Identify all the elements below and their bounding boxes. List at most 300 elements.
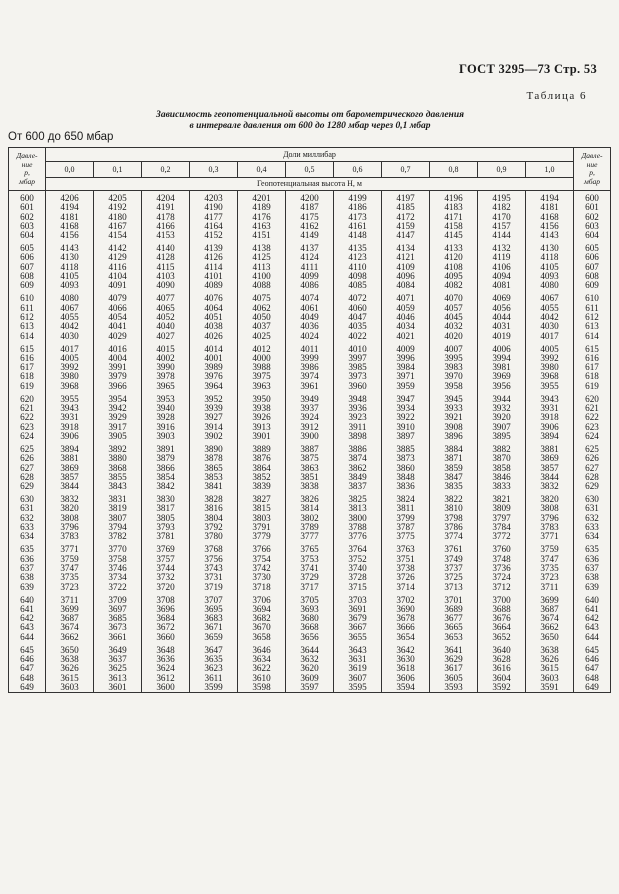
height-cell: 3595 (334, 683, 382, 693)
height-cell: 3889 (238, 445, 286, 454)
height-cell: 4175 (286, 213, 334, 222)
pressure-cell: 646 (9, 655, 46, 664)
height-cell: 4104 (94, 272, 142, 281)
height-cell: 3640 (478, 646, 526, 655)
height-cell: 4055 (46, 313, 94, 322)
height-cell: 3782 (94, 532, 142, 545)
pressure-cell-right: 618 (574, 372, 611, 381)
height-cell: 3783 (526, 523, 574, 532)
height-cell: 3670 (238, 623, 286, 632)
pressure-cell-right: 633 (574, 523, 611, 532)
height-cell: 3764 (334, 545, 382, 554)
pressure-cell-right: 639 (574, 583, 611, 596)
height-cell: 4114 (190, 263, 238, 272)
pressure-cell-right: 614 (574, 332, 611, 345)
height-cell: 4090 (142, 281, 190, 294)
height-cell: 3971 (382, 372, 430, 381)
height-cell: 4110 (334, 263, 382, 272)
height-cell: 3808 (526, 504, 574, 513)
height-cell: 4181 (526, 203, 574, 212)
height-cell: 3793 (142, 523, 190, 532)
height-cell: 3776 (334, 532, 382, 545)
pressure-cell: 613 (9, 322, 46, 331)
height-cell: 3638 (526, 646, 574, 655)
height-cell: 3821 (478, 495, 526, 504)
height-cell: 3995 (430, 354, 478, 363)
height-cell: 4007 (430, 345, 478, 354)
height-cell: 4135 (334, 244, 382, 253)
height-cell: 3791 (238, 523, 286, 532)
height-cell: 3707 (190, 596, 238, 605)
height-cell: 3880 (94, 454, 142, 463)
height-cell: 3700 (478, 596, 526, 605)
pressure-cell: 614 (9, 332, 46, 345)
height-cell: 4182 (478, 203, 526, 212)
height-cell: 3897 (382, 432, 430, 445)
height-cell: 3766 (238, 545, 286, 554)
table-header (9, 148, 611, 191)
height-cell: 3759 (526, 545, 574, 554)
height-cell: 4005 (46, 354, 94, 363)
pressure-cell: 612 (9, 313, 46, 322)
pressure-cell: 603 (9, 222, 46, 231)
height-cell: 4091 (94, 281, 142, 294)
height-cell: 3999 (286, 354, 334, 363)
height-cell: 4045 (430, 313, 478, 322)
height-cell: 3950 (238, 395, 286, 404)
height-cell: 3927 (190, 413, 238, 422)
height-cell: 4161 (334, 222, 382, 231)
height-cell: 4180 (94, 213, 142, 222)
height-cell: 4065 (142, 304, 190, 313)
height-cell: 4050 (238, 313, 286, 322)
height-cell: 4206 (46, 191, 94, 204)
height-cell: 3664 (478, 623, 526, 632)
height-cell: 4196 (430, 191, 478, 204)
height-cell: 3678 (382, 614, 430, 623)
height-cell: 3650 (526, 633, 574, 646)
height-cell: 3796 (526, 514, 574, 523)
height-cell: 4203 (190, 191, 238, 204)
pressure-cell: 640 (9, 596, 46, 605)
height-cell: 3963 (238, 382, 286, 395)
height-cell: 3718 (238, 583, 286, 596)
height-cell: 3958 (430, 382, 478, 395)
height-cell: 3891 (142, 445, 190, 454)
height-cell: 4004 (94, 354, 142, 363)
height-cell: 4143 (46, 244, 94, 253)
height-cell: 3611 (190, 674, 238, 683)
height-cell: 3881 (46, 454, 94, 463)
height-cell: 3674 (46, 623, 94, 632)
height-cell: 3944 (478, 395, 526, 404)
height-cell: 4032 (430, 322, 478, 331)
pressure-cell: 618 (9, 372, 46, 381)
height-cell: 4060 (334, 304, 382, 313)
height-cell: 3630 (382, 655, 430, 664)
height-cell: 4200 (286, 191, 334, 204)
height-cell: 3948 (334, 395, 382, 404)
height-cell: 3613 (94, 674, 142, 683)
height-cell: 3703 (334, 596, 382, 605)
pressure-cell: 601 (9, 203, 46, 212)
height-cell: 3673 (94, 623, 142, 632)
height-cell: 3907 (478, 423, 526, 432)
height-cell: 4054 (94, 313, 142, 322)
pressure-cell-right: 602 (574, 213, 611, 222)
pressure-cell: 643 (9, 623, 46, 632)
height-cell: 3730 (238, 573, 286, 582)
pressure-cell-right: 616 (574, 354, 611, 363)
pressure-cell: 623 (9, 423, 46, 432)
height-cell: 3653 (430, 633, 478, 646)
height-cell: 4075 (238, 294, 286, 303)
height-cell: 3622 (238, 664, 286, 673)
height-cell: 3679 (334, 614, 382, 623)
height-cell: 3849 (334, 473, 382, 482)
caption-line-1: Зависимость геопотенциальной высоты от барометрического давления (155, 110, 464, 120)
height-cell: 4186 (334, 203, 382, 212)
height-cell: 3846 (478, 473, 526, 482)
height-cell: 3838 (286, 482, 334, 495)
height-cell: 3765 (286, 545, 334, 554)
height-cell: 3918 (46, 423, 94, 432)
height-cell: 3665 (430, 623, 478, 632)
height-cell: 3918 (526, 413, 574, 422)
height-cell: 3748 (478, 555, 526, 564)
pressure-cell: 605 (9, 244, 46, 253)
height-cell: 4158 (430, 222, 478, 231)
height-cell: 4109 (382, 263, 430, 272)
height-cell: 4170 (478, 213, 526, 222)
pressure-cell-right: 615 (574, 345, 611, 354)
height-cell: 4147 (382, 231, 430, 244)
height-cell: 4140 (142, 244, 190, 253)
height-cell: 3949 (286, 395, 334, 404)
height-cell: 4105 (46, 272, 94, 281)
height-cell: 4108 (430, 263, 478, 272)
column-header: 0,7 (382, 162, 430, 178)
height-cell: 4103 (142, 272, 190, 281)
pressure-cell: 627 (9, 464, 46, 473)
height-cell: 4191 (142, 203, 190, 212)
height-cell: 3708 (142, 596, 190, 605)
height-cell: 4192 (94, 203, 142, 212)
height-cell: 3924 (286, 413, 334, 422)
height-cell: 3650 (46, 646, 94, 655)
height-cell: 3892 (94, 445, 142, 454)
height-cell: 4106 (478, 263, 526, 272)
height-cell: 3747 (526, 555, 574, 564)
height-cell: 3763 (382, 545, 430, 554)
height-cell: 4036 (286, 322, 334, 331)
height-cell: 3603 (46, 683, 94, 693)
height-cell: 3735 (526, 564, 574, 573)
height-cell: 3887 (286, 445, 334, 454)
column-header: 0,1 (94, 162, 142, 178)
height-cell: 4121 (382, 253, 430, 262)
height-cell: 3939 (190, 404, 238, 413)
height-cell: 3702 (382, 596, 430, 605)
height-cell: 3754 (238, 555, 286, 564)
height-cell: 4129 (94, 253, 142, 262)
height-cell: 3759 (46, 555, 94, 564)
height-cell: 4138 (238, 244, 286, 253)
height-cell: 3737 (430, 564, 478, 573)
height-cell: 3688 (478, 605, 526, 614)
pressure-cell-right: 626 (574, 454, 611, 463)
height-cell: 4005 (526, 345, 574, 354)
height-cell: 3605 (430, 674, 478, 683)
height-cell: 4025 (238, 332, 286, 345)
height-cell: 3851 (286, 473, 334, 482)
height-cell: 3870 (478, 454, 526, 463)
height-cell: 3842 (142, 482, 190, 495)
height-cell: 3756 (190, 555, 238, 564)
height-cell: 3722 (94, 583, 142, 596)
height-cell: 3817 (142, 504, 190, 513)
height-cell: 3648 (142, 646, 190, 655)
pressure-cell-right: 613 (574, 322, 611, 331)
height-cell: 3752 (334, 555, 382, 564)
height-cell: 3618 (382, 664, 430, 673)
height-cell: 3819 (94, 504, 142, 513)
height-cell: 3832 (46, 495, 94, 504)
height-cell: 3797 (478, 514, 526, 523)
height-cell: 3973 (334, 372, 382, 381)
column-header: 0,5 (286, 162, 334, 178)
height-cell: 4124 (286, 253, 334, 262)
pressure-cell: 641 (9, 605, 46, 614)
height-cell: 3931 (46, 413, 94, 422)
height-cell: 4051 (190, 313, 238, 322)
height-cell: 3604 (478, 674, 526, 683)
height-cell: 4021 (382, 332, 430, 345)
height-cell: 3932 (478, 404, 526, 413)
height-cell: 3609 (286, 674, 334, 683)
height-cell: 3808 (46, 514, 94, 523)
height-cell: 3980 (46, 372, 94, 381)
height-cell: 3824 (382, 495, 430, 504)
pressure-cell: 615 (9, 345, 46, 354)
height-cell: 3803 (238, 514, 286, 523)
height-cell: 3677 (430, 614, 478, 623)
height-cell: 3662 (526, 623, 574, 632)
height-cell: 4176 (238, 213, 286, 222)
height-cell: 4046 (382, 313, 430, 322)
height-cell: 3869 (526, 454, 574, 463)
height-cell: 3976 (190, 372, 238, 381)
height-cell: 3802 (286, 514, 334, 523)
height-cell: 3603 (526, 674, 574, 683)
height-cell: 3695 (190, 605, 238, 614)
pressure-cell: 607 (9, 263, 46, 272)
right-pressure-header: Давле- ние p, мбар (574, 148, 611, 191)
height-cell: 3886 (334, 445, 382, 454)
height-cell: 3917 (94, 423, 142, 432)
height-cell: 3593 (430, 683, 478, 693)
height-cell: 3994 (478, 354, 526, 363)
height-cell: 3697 (94, 605, 142, 614)
height-cell: 3706 (238, 596, 286, 605)
height-cell: 4194 (526, 191, 574, 204)
height-cell: 3989 (190, 363, 238, 372)
height-cell: 4001 (190, 354, 238, 363)
page-header: ГОСТ 3295—73 Стр. 53 (459, 62, 597, 76)
height-cell: 4190 (190, 203, 238, 212)
column-header: 0,6 (334, 162, 382, 178)
height-cell: 3615 (526, 664, 574, 673)
height-cell: 3820 (46, 504, 94, 513)
height-cell: 4030 (526, 322, 574, 331)
pressure-cell-right: 641 (574, 605, 611, 614)
pressure-cell: 617 (9, 363, 46, 372)
height-cell: 3882 (478, 445, 526, 454)
height-cell: 3815 (238, 504, 286, 513)
height-cell: 3810 (430, 504, 478, 513)
height-cell: 4154 (94, 231, 142, 244)
height-cell: 4067 (526, 294, 574, 303)
pressure-cell: 604 (9, 231, 46, 244)
height-cell: 4166 (142, 222, 190, 231)
pressure-cell: 606 (9, 253, 46, 262)
height-cell: 3680 (286, 614, 334, 623)
table-row (9, 382, 611, 395)
height-cell: 3591 (526, 683, 574, 693)
height-cell: 3805 (142, 514, 190, 523)
height-cell: 4181 (46, 213, 94, 222)
height-cell: 4132 (478, 244, 526, 253)
height-cell: 4088 (238, 281, 286, 294)
height-cell: 3844 (526, 473, 574, 482)
pressure-cell-right: 634 (574, 532, 611, 545)
height-cell: 3875 (286, 454, 334, 463)
height-cell: 3952 (190, 395, 238, 404)
height-cell: 3601 (94, 683, 142, 693)
pressure-cell-right: 612 (574, 313, 611, 322)
pressure-cell: 624 (9, 432, 46, 445)
height-cell: 4168 (46, 222, 94, 231)
height-cell: 3933 (430, 404, 478, 413)
height-cell: 3966 (94, 382, 142, 395)
height-cell: 3943 (46, 404, 94, 413)
height-cell: 3631 (334, 655, 382, 664)
pressure-cell-right: 624 (574, 432, 611, 445)
height-cell: 3859 (430, 464, 478, 473)
height-cell: 3955 (526, 382, 574, 395)
pressure-cell-right: 608 (574, 272, 611, 281)
pressure-cell-right: 623 (574, 423, 611, 432)
height-cell: 3654 (382, 633, 430, 646)
height-cell: 4144 (478, 231, 526, 244)
height-cell: 4089 (190, 281, 238, 294)
height-cell: 4096 (382, 272, 430, 281)
height-cell: 3693 (286, 605, 334, 614)
height-cell: 4093 (526, 272, 574, 281)
height-cell: 4120 (430, 253, 478, 262)
height-cell: 4038 (190, 322, 238, 331)
height-cell: 4142 (94, 244, 142, 253)
height-cell: 4126 (190, 253, 238, 262)
height-cell: 3689 (430, 605, 478, 614)
height-cell: 3804 (190, 514, 238, 523)
height-cell: 3894 (46, 445, 94, 454)
height-cell: 4153 (142, 231, 190, 244)
pressure-cell: 600 (9, 191, 46, 204)
height-cell: 3830 (142, 495, 190, 504)
height-cell: 3696 (142, 605, 190, 614)
height-cell: 3672 (142, 623, 190, 632)
height-cell: 3796 (46, 523, 94, 532)
table-body (9, 191, 611, 693)
pressure-cell: 636 (9, 555, 46, 564)
table-row (9, 633, 611, 646)
height-cell: 4100 (238, 272, 286, 281)
height-cell: 3905 (94, 432, 142, 445)
height-cell: 4115 (142, 263, 190, 272)
height-cell: 4069 (478, 294, 526, 303)
height-cell: 4194 (46, 203, 94, 212)
height-cell: 3980 (526, 363, 574, 372)
height-cell: 3625 (94, 664, 142, 673)
height-cell: 3717 (286, 583, 334, 596)
height-cell: 4118 (46, 263, 94, 272)
height-cell: 3943 (526, 395, 574, 404)
pressure-cell: 619 (9, 382, 46, 395)
pressure-cell-right: 625 (574, 445, 611, 454)
height-cell: 3960 (334, 382, 382, 395)
height-cell: 4123 (334, 253, 382, 262)
height-cell: 3757 (142, 555, 190, 564)
height-cell: 4077 (142, 294, 190, 303)
height-cell: 4111 (286, 263, 334, 272)
height-cell: 3683 (190, 614, 238, 623)
height-cell: 4177 (190, 213, 238, 222)
pressure-cell-right: 600 (574, 191, 611, 204)
height-cell: 4173 (334, 213, 382, 222)
height-cell: 3662 (46, 633, 94, 646)
height-cell: 3685 (94, 614, 142, 623)
height-cell: 3734 (94, 573, 142, 582)
height-cell: 3947 (382, 395, 430, 404)
height-cell: 3896 (430, 432, 478, 445)
height-cell: 4081 (478, 281, 526, 294)
height-cell: 4070 (430, 294, 478, 303)
geopotential-table (8, 147, 611, 693)
table-caption (100, 110, 520, 132)
height-cell: 3978 (142, 372, 190, 381)
pressure-cell-right: 619 (574, 382, 611, 395)
height-cell: 3835 (430, 482, 478, 495)
height-cell: 3940 (142, 404, 190, 413)
height-cell: 4172 (382, 213, 430, 222)
height-cell: 3771 (526, 532, 574, 545)
height-cell: 3637 (94, 655, 142, 664)
height-cell: 3992 (526, 354, 574, 363)
height-cell: 4079 (94, 294, 142, 303)
height-cell: 4137 (286, 244, 334, 253)
height-cell: 3895 (478, 432, 526, 445)
height-cell: 4071 (382, 294, 430, 303)
height-cell: 3954 (94, 395, 142, 404)
height-cell: 3612 (142, 674, 190, 683)
height-cell: 4156 (526, 222, 574, 231)
height-cell: 4037 (238, 322, 286, 331)
height-cell: 3674 (526, 614, 574, 623)
left-pressure-header: Давле- ние p, мбар (9, 148, 46, 191)
height-cell: 3711 (526, 583, 574, 596)
height-cell: 3969 (478, 372, 526, 381)
